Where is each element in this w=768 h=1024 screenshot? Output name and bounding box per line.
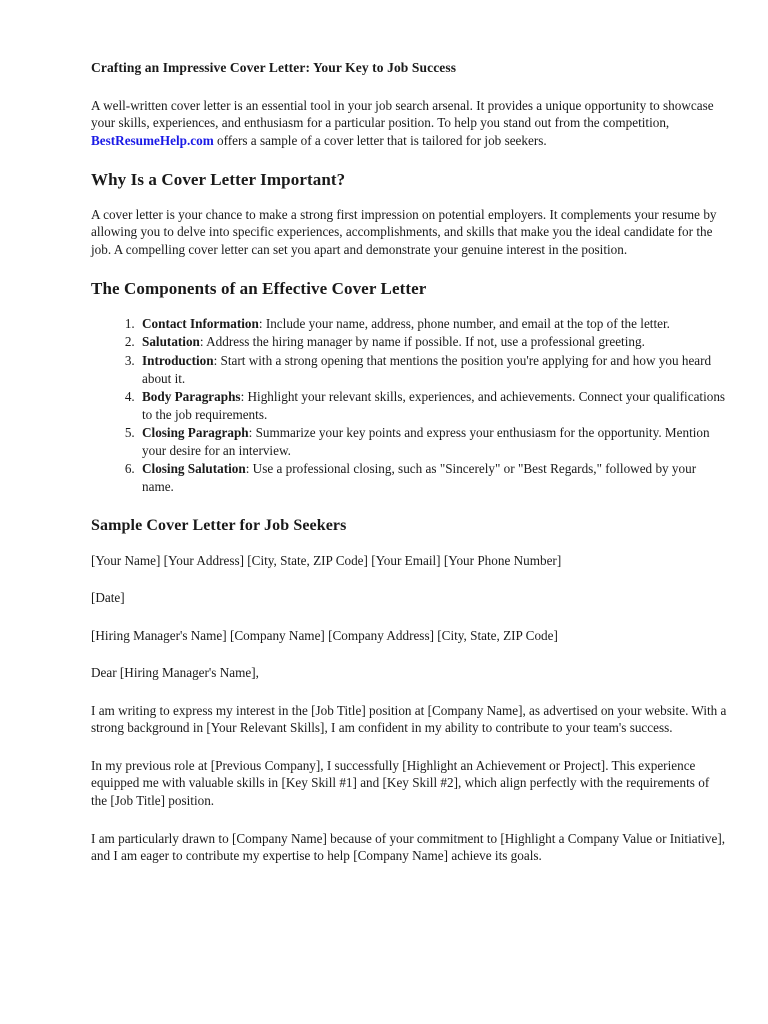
list-item-term: Introduction [142, 353, 214, 369]
list-item-text: : Summarize your key points and express your enthusiasm for the opportunity. Mention your desire for an interview. [142, 425, 710, 458]
letter-salutation: Dear [Hiring Manager's Name], [91, 665, 259, 681]
letter-sender-block: [Your Name] [Your Address] [City, State, ZIP Code] [Your Email] [Your Phone Number] [91, 552, 562, 568]
bestresumehelp-link[interactable]: BestResumeHelp.com [91, 132, 214, 148]
intro-text-before-link: A well-written cover letter is an essential tool in your job search arsenal. It provides a unique opportunity to showcase your skills, experiences, and enthusiasm for a particular position. To help you stand out from the competition, [91, 97, 714, 131]
list-item-term: Closing Salutation [142, 461, 246, 477]
letter-recipient-block: [Hiring Manager's Name] [Company Name] [Company Address] [City, State, ZIP Code] [91, 627, 558, 643]
letter-paragraph-1: I am writing to express my interest in the [Job Title] position at [Company Name], as advertised on your website. With a strong background in [Your Relevant Skills], I am confident in my ability to contribute to your team's success. [91, 702, 727, 736]
components-list [91, 315, 727, 495]
section-heading-why-important: Why Is a Cover Letter Important? [91, 169, 346, 189]
why-important-paragraph: A cover letter is your chance to make a strong first impression on potential employers. It complements your resume by allowing you to delve into specific experiences, accomplishments, and skills that make you the ideal candidate for the job. A compelling cover letter can set you apart and demonstrate your genuine interest in the position. [91, 206, 717, 257]
intro-text-after-link: offers a sample of a cover letter that is tailored for job seekers. [213, 132, 547, 148]
letter-date: [Date] [91, 590, 125, 606]
list-item-term: Contact Information [142, 315, 259, 331]
list-item [138, 388, 727, 423]
list-item [138, 352, 727, 387]
list-item-text: : Address the hiring manager by name if possible. If not, use a professional greeting. [199, 334, 645, 350]
document-content [91, 60, 727, 865]
document-title: Crafting an Impressive Cover Letter: Your Key to Job Success [91, 60, 457, 75]
list-item-text: : Start with a strong opening that mentions the position you're applying for and how you heard about it. [142, 353, 712, 386]
list-item-term: Closing Paragraph [142, 425, 249, 441]
list-item-term: Body Paragraphs [142, 389, 241, 405]
list-item [138, 460, 727, 495]
list-item-text: : Use a professional closing, such as "Sincerely" or "Best Regards," followed by your name. [142, 461, 697, 494]
list-item [138, 424, 727, 459]
section-heading-components: The Components of an Effective Cover Letter [91, 278, 427, 298]
letter-paragraph-2: In my previous role at [Previous Company], I successfully [Highlight an Achievement or Project]. This experience equipped me with valuable skills in [Key Skill #1] and [Key Skill #2], which align perfectly with the requirements of the [Job Title] position. [91, 757, 710, 808]
list-item-text: : Include your name, address, phone number, and email at the top of the letter. [258, 315, 670, 331]
list-item-text: : Highlight your relevant skills, experiences, and achievements. Connect your qualifications to the job requirements. [142, 389, 726, 422]
intro-paragraph [91, 97, 727, 150]
section-heading-sample-letter: Sample Cover Letter for Job Seekers [91, 517, 347, 535]
list-item-term: Salutation [142, 334, 200, 350]
list-item [138, 315, 727, 333]
letter-paragraph-3: I am particularly drawn to [Company Name] because of your commitment to [Highlight a Company Value or Initiative], and I am eager to contribute my expertise to help [Company Name] achieve its goals. [91, 830, 726, 864]
list-item [138, 333, 727, 351]
